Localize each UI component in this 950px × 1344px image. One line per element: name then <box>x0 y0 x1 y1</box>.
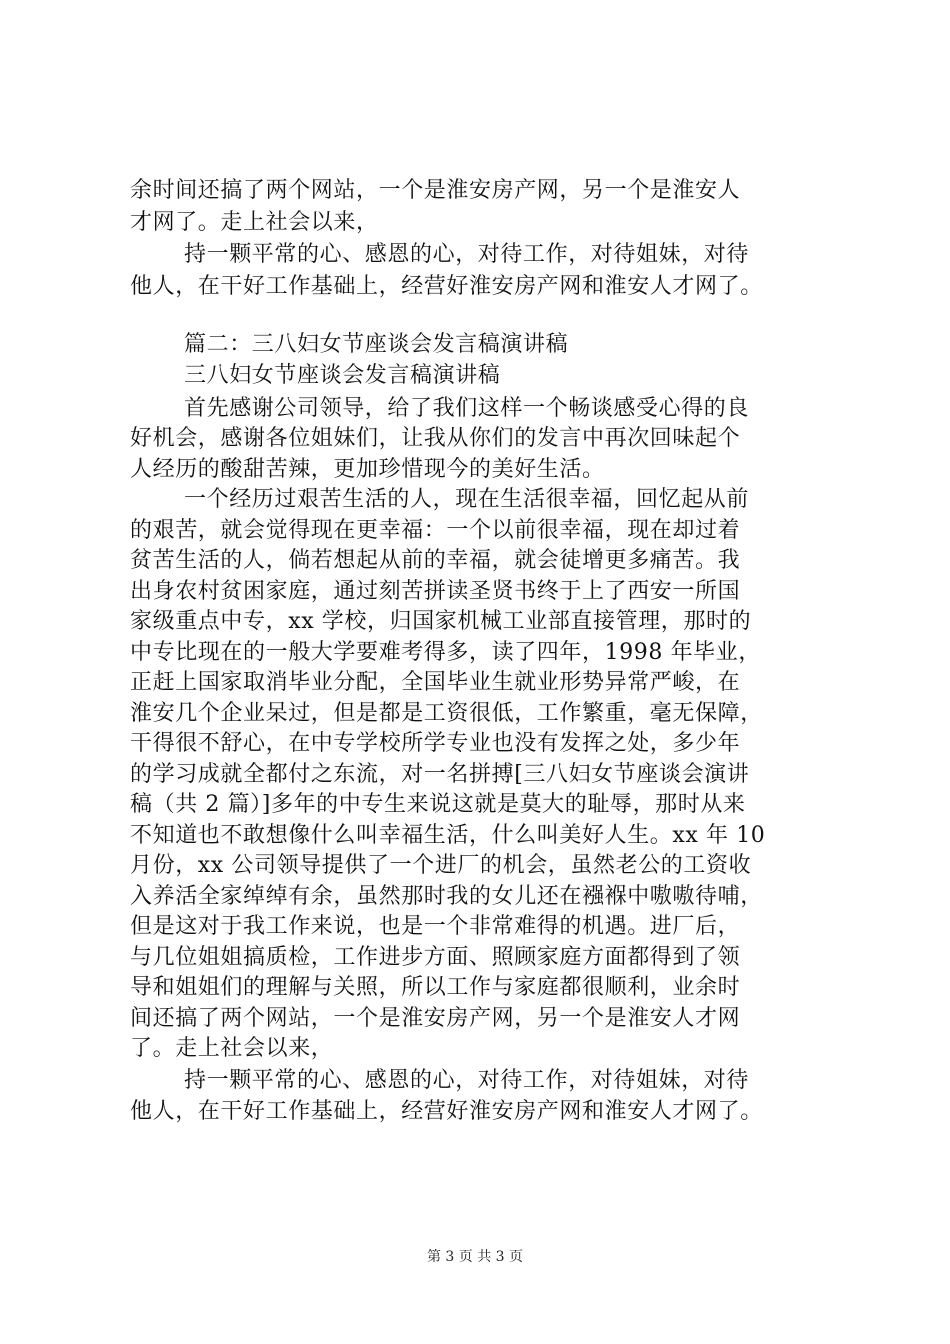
text-line: 间还搞了两个网站，一个是淮安房产网，另一个是淮安人才网 <box>130 1006 741 1031</box>
text-line: 他人，在干好工作基础上，经营好淮安房产网和淮安人才网了。 <box>130 1099 763 1124</box>
text-line: 才网了。走上社会以来， <box>130 210 379 235</box>
text-line: 余时间还搞了两个网站，一个是淮安房产网，另一个是淮安人 <box>130 178 741 203</box>
text-line: 了。走上社会以来， <box>130 1036 334 1061</box>
paragraph-first-line: 一个经历过艰苦生活的人，现在生活很幸福，回忆起从前 <box>184 487 750 512</box>
text-line: 不知道也不敢想像什么叫幸福生活，什么叫美好人生。xx 年 10 <box>130 823 766 848</box>
paragraph-first-line: 持一颗平常的心、感恩的心，对待工作，对待姐妹，对待 <box>184 242 750 267</box>
section-heading: 篇二：三八妇女节座谈会发言稿演讲稿 <box>184 332 569 357</box>
text-line: 的学习成就全都付之东流，对一名拼搏[三八妇女节座谈会演讲 <box>130 762 750 787</box>
paragraph-first-line: 首先感谢公司领导，给了我们这样一个畅谈感受心得的良 <box>184 396 750 421</box>
text-line: 人经历的酸甜苦辣，更加珍惜现今的美好生活。 <box>130 457 605 482</box>
text-line: 家级重点中专，xx 学校，归国家机械工业部直接管理，那时的 <box>130 609 752 634</box>
text-line: 正赶上国家取消毕业分配，全国毕业生就业形势异常严峻，在 <box>130 670 741 695</box>
text-line: 中专比现在的一般大学要难考得多，读了四年，1998 年毕业， <box>130 640 761 665</box>
article-title: 三八妇女节座谈会发言稿演讲稿 <box>184 363 501 388</box>
text-line: 但是这对于我工作来说，也是一个非常难得的机遇。进厂后， <box>130 914 741 939</box>
text-line: 与几位姐姐搞质检，工作进步方面、照顾家庭方面都得到了领 <box>130 945 741 970</box>
text-line: 的艰苦，就会觉得现在更幸福：一个以前很幸福，现在却过着 <box>130 518 741 543</box>
text-line: 月份，xx 公司领导提供了一个进厂的机会，虽然老公的工资收 <box>130 853 752 878</box>
text-line: 入养活全家绰绰有余，虽然那时我的女儿还在襁褓中嗷嗷待哺， <box>130 884 763 909</box>
text-line: 好机会，感谢各位姐妹们，让我从你们的发言中再次回味起个 <box>130 426 741 451</box>
text-line: 干得很不舒心，在中专学校所学专业也没有发挥之处，多少年 <box>130 731 741 756</box>
text-line: 他人，在干好工作基础上，经营好淮安房产网和淮安人才网了。 <box>130 274 763 299</box>
text-line: 淮安几个企业呆过，但是都是工资很低，工作繁重，毫无保障， <box>130 701 763 726</box>
page-number: 第 3 页 共 3 页 <box>426 1249 524 1265</box>
text-line: 贫苦生活的人，倘若想起从前的幸福，就会徒增更多痛苦。我 <box>130 548 741 573</box>
text-line: 导和姐姐们的理解与关照，所以工作与家庭都很顺利，业余时 <box>130 975 741 1000</box>
text-line: 稿（共 2 篇）]多年的中专生来说这就是莫大的耻辱，那时从来 <box>130 792 746 817</box>
paragraph-first-line: 持一颗平常的心、感恩的心，对待工作，对待姐妹，对待 <box>184 1068 750 1093</box>
text-line: 出身农村贫困家庭，通过刻苦拼读圣贤书终于上了西安一所国 <box>130 579 741 604</box>
